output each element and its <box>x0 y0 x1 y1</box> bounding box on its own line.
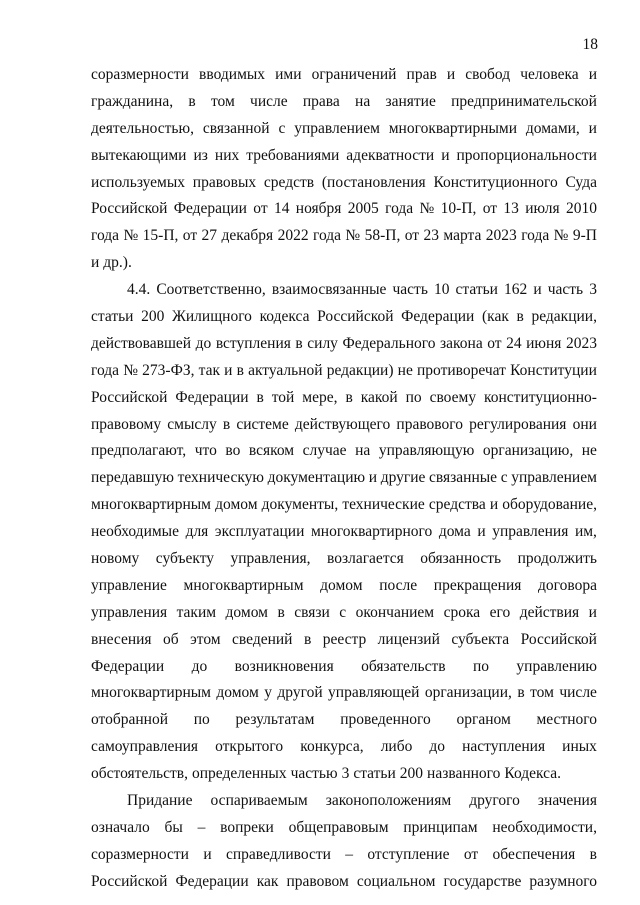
word: в <box>516 308 524 326</box>
word: средства <box>428 496 486 514</box>
word: действовавшей <box>91 334 192 352</box>
word: Соответственно, <box>156 281 266 299</box>
word: июля <box>525 200 560 218</box>
word: другой <box>277 684 323 702</box>
word: мере, <box>302 388 338 406</box>
word: в <box>345 388 353 406</box>
word: марта <box>443 227 482 245</box>
word: 3 <box>589 281 597 299</box>
word: связанные <box>429 469 498 487</box>
word: проведенного <box>340 711 431 729</box>
word: правового <box>396 415 463 433</box>
word: конкурса, <box>300 738 364 756</box>
word: регулирования <box>469 415 567 433</box>
text-line <box>91 869 597 896</box>
word: по <box>405 388 422 406</box>
word: предполагают, <box>91 442 187 460</box>
word: многоквартирным <box>91 496 211 514</box>
text-line <box>91 304 597 331</box>
word: организацию, <box>482 442 574 460</box>
word: Российской <box>91 200 168 218</box>
word: Придание <box>127 792 193 810</box>
text-line <box>91 680 597 707</box>
word: в <box>589 845 597 863</box>
word: в <box>256 388 264 406</box>
word: по <box>193 711 210 729</box>
word: противоречат <box>417 361 506 379</box>
word: смыслу <box>167 415 217 433</box>
text-line <box>91 627 597 654</box>
word: числе <box>250 92 288 110</box>
word: принципам <box>403 818 478 836</box>
word: требованиями <box>246 146 340 164</box>
word: Российской <box>91 872 168 890</box>
word: субъекта <box>451 630 510 648</box>
word: своему <box>429 388 477 406</box>
word: в <box>517 684 525 702</box>
word: и <box>368 469 378 487</box>
text-line <box>91 842 597 869</box>
word: правовом <box>286 872 349 890</box>
word: связанной <box>202 119 270 137</box>
word: Конституции <box>510 361 597 379</box>
word: оспариваемым <box>210 792 308 810</box>
word: 58-П, <box>364 227 401 245</box>
word: и <box>91 254 100 272</box>
word: что <box>194 442 217 460</box>
word: после <box>379 576 418 594</box>
word: и <box>588 119 597 137</box>
word: срока <box>443 603 481 621</box>
word: необходимости, <box>492 818 597 836</box>
text-line <box>91 143 597 170</box>
word: бы <box>164 818 183 836</box>
word: декабря <box>221 227 274 245</box>
word: и <box>224 361 233 379</box>
word: года <box>91 361 120 379</box>
word: и <box>203 845 212 863</box>
word: Федерации <box>173 200 247 218</box>
word: вступления <box>215 334 291 352</box>
word: вытекающими <box>91 146 187 164</box>
word: статьи <box>91 308 134 326</box>
word: из <box>193 146 208 164</box>
word: результатам <box>235 711 315 729</box>
word: управления, <box>230 550 311 568</box>
word: реестр <box>322 630 367 648</box>
text-line <box>91 331 597 358</box>
text-line <box>91 519 597 546</box>
text-line <box>91 734 597 761</box>
word: управляющей <box>328 684 420 702</box>
word: до <box>195 334 212 352</box>
word: технические <box>342 496 425 514</box>
word: новому <box>91 550 140 568</box>
word: управления <box>492 523 569 541</box>
word: до <box>429 738 446 756</box>
word: органом <box>456 711 511 729</box>
text-line <box>91 573 597 600</box>
word: том <box>530 684 554 702</box>
word: управлению <box>516 657 597 675</box>
word: управляющую <box>378 442 475 460</box>
word: либо <box>380 738 413 756</box>
word: продолжить <box>517 550 597 568</box>
word: прекращения <box>433 576 522 594</box>
word: и <box>588 603 597 621</box>
word: от <box>253 200 268 218</box>
word: года <box>312 227 342 245</box>
word: и <box>489 496 499 514</box>
text-line <box>91 438 597 465</box>
word: действия <box>519 603 580 621</box>
word: обстоятельств, <box>91 765 188 783</box>
word: управлением <box>294 119 380 137</box>
word: возлагается <box>327 550 404 568</box>
word: в <box>188 92 196 110</box>
word: они <box>572 415 597 433</box>
word: 10 <box>433 281 450 299</box>
word: по <box>472 657 490 675</box>
word: обязательств <box>361 657 446 675</box>
text-line <box>91 465 597 492</box>
word: многоквартирными <box>388 119 518 137</box>
word: № <box>123 227 139 245</box>
word: многоквартирного <box>310 523 433 541</box>
word: вводимых <box>199 66 266 83</box>
word: конституционно- <box>484 388 597 406</box>
word: года <box>91 227 120 245</box>
word: разумного <box>529 872 597 890</box>
word: другого <box>469 792 520 810</box>
word: договора <box>538 576 597 594</box>
word: в <box>236 361 244 379</box>
word: управлением <box>511 469 597 487</box>
word: человека <box>520 66 579 83</box>
word: редакции, <box>531 308 597 326</box>
word: 200 <box>141 308 165 326</box>
text-line <box>91 546 597 573</box>
word: как <box>256 872 279 890</box>
word: 3 <box>341 765 350 783</box>
word: сведений <box>232 630 293 648</box>
word: домом <box>320 576 363 594</box>
word: 273-ФЗ, <box>142 361 195 379</box>
word: домом <box>216 684 259 702</box>
word: справедливости <box>226 845 331 863</box>
word: Российской <box>520 630 597 648</box>
word: случае <box>302 442 347 460</box>
text-line <box>91 385 597 412</box>
word: используемых <box>91 173 186 191</box>
word: 200 <box>399 765 424 783</box>
word: местного <box>536 711 597 729</box>
word: окончанием <box>355 603 435 621</box>
word: Конституционного <box>433 173 558 191</box>
word: в <box>222 415 231 433</box>
word: той <box>271 388 295 406</box>
word: часть <box>547 281 584 299</box>
word: правовому <box>91 415 162 433</box>
word: субъекту <box>155 550 215 568</box>
word: средств <box>263 173 315 191</box>
word: (как <box>481 308 509 326</box>
word: прав <box>406 66 437 83</box>
word: и <box>441 146 450 164</box>
word: 2023 <box>485 227 517 245</box>
word: 2005 <box>347 200 379 218</box>
word: адекватности <box>346 146 435 164</box>
word: ограничений <box>311 66 397 83</box>
word: общеправовым <box>288 818 389 836</box>
text-line <box>91 600 597 627</box>
word: деятельностью, <box>91 119 194 137</box>
word: в <box>295 334 303 352</box>
word: во <box>225 442 241 460</box>
word: Жилищного <box>172 308 252 326</box>
word: ноября <box>295 200 342 218</box>
word: кодекса <box>259 308 310 326</box>
word: отступление <box>367 845 450 863</box>
word: 9-П <box>572 227 597 245</box>
word: обязанность <box>420 550 502 568</box>
word: права <box>302 92 340 110</box>
word: (постановления <box>321 173 426 191</box>
word: определенных <box>191 765 287 783</box>
word: соразмерности <box>91 66 189 83</box>
word: 10-П, <box>440 200 477 218</box>
word: часть <box>392 281 428 299</box>
word: редакции) <box>326 361 394 379</box>
word: июня <box>526 334 562 352</box>
word: числе <box>559 684 597 702</box>
word: лицензий <box>377 630 440 648</box>
word: закона <box>440 334 483 352</box>
word: в <box>277 603 285 621</box>
word: ими <box>275 66 302 83</box>
word: многоквартирным <box>91 684 211 702</box>
word: том <box>210 92 235 110</box>
word: 2023 <box>565 334 597 352</box>
word: необходимые <box>91 523 179 541</box>
text-line <box>91 196 597 223</box>
text-line <box>91 62 597 89</box>
word: на <box>355 442 371 460</box>
word: возникновения <box>234 657 334 675</box>
word: иных <box>562 738 597 756</box>
word: 2010 <box>565 200 597 218</box>
text-line <box>91 223 597 250</box>
word: 15-П, <box>142 227 179 245</box>
text-line <box>91 815 597 842</box>
word: до <box>191 657 208 675</box>
word: у <box>264 684 272 702</box>
word: Федерации <box>401 308 475 326</box>
word: свобод <box>465 66 511 83</box>
text-line <box>91 492 597 519</box>
word: и <box>533 281 542 299</box>
word: года <box>385 200 414 218</box>
word: 23 <box>423 227 439 245</box>
word: другие <box>380 469 426 487</box>
word: от <box>482 200 498 218</box>
word: др.). <box>103 254 132 272</box>
word: всяком <box>248 442 295 460</box>
word: в <box>303 630 312 648</box>
word: от <box>463 845 479 863</box>
word: и <box>477 523 486 541</box>
word: таким <box>176 603 217 621</box>
word: названного <box>427 765 501 783</box>
word: наступления <box>462 738 546 756</box>
word: этом <box>190 630 221 648</box>
word: не <box>581 442 597 460</box>
word: техническую <box>177 469 264 487</box>
text-line <box>91 654 597 681</box>
word: занятие <box>385 92 436 110</box>
word: домом <box>215 496 258 514</box>
word: не <box>397 361 413 379</box>
word: Федерации <box>175 388 249 406</box>
word: системе <box>236 415 289 433</box>
word: 2022 <box>277 227 309 245</box>
word: от <box>487 334 502 352</box>
word: им, <box>574 523 597 541</box>
word: Кодекса. <box>504 765 562 783</box>
word: частью <box>290 765 338 783</box>
word: предпринимательской <box>451 92 597 110</box>
word: статьи <box>353 765 396 783</box>
word: статьи <box>455 281 498 299</box>
word: значения <box>537 792 597 810</box>
word: связи <box>294 603 330 621</box>
text-line <box>91 170 597 197</box>
word: действующего <box>294 415 391 433</box>
word: об <box>163 630 179 648</box>
word: организации, <box>424 684 512 702</box>
word: актуальной <box>248 361 323 379</box>
word: – <box>345 845 354 863</box>
word: дома <box>438 523 471 541</box>
text-line <box>91 788 597 815</box>
word: Федерации <box>175 872 249 890</box>
word: № <box>419 200 435 218</box>
word: Федерации <box>91 657 165 675</box>
word: силу <box>307 334 338 352</box>
word: для <box>185 523 209 541</box>
word: передавшую <box>91 469 174 487</box>
word: года <box>521 227 550 245</box>
word: его <box>489 603 511 621</box>
word: соразмерности <box>91 845 189 863</box>
word: внесения <box>91 630 152 648</box>
word: Российской <box>317 308 394 326</box>
word: № <box>123 361 138 379</box>
text-line <box>91 761 597 788</box>
word: 13 <box>503 200 519 218</box>
word: 162 <box>504 281 528 299</box>
word: социальном <box>356 872 436 890</box>
word: означало <box>91 818 150 836</box>
word: с <box>500 469 508 487</box>
word: 4.4. <box>127 281 151 299</box>
word: 24 <box>506 334 522 352</box>
word: от <box>404 227 420 245</box>
word: взаимосвязанные <box>271 281 387 299</box>
word: Российской <box>91 388 168 406</box>
word: гражданина, <box>91 92 174 110</box>
word: 27 <box>201 227 218 245</box>
word: управление <box>91 576 167 594</box>
word: и <box>446 66 456 83</box>
word: домом <box>225 603 268 621</box>
word: – <box>197 818 206 836</box>
word: законоположениям <box>325 792 452 810</box>
word: домами, <box>525 119 580 137</box>
word: 14 <box>273 200 290 218</box>
page-number: 18 <box>582 36 598 53</box>
word: самоуправления <box>91 738 199 756</box>
word: № <box>553 227 569 245</box>
text-line <box>91 116 597 143</box>
word: пропорциональности <box>456 146 597 164</box>
word: с <box>278 119 286 137</box>
word: Федерального <box>342 334 436 352</box>
word: какой <box>360 388 398 406</box>
word: отобранной <box>91 711 169 729</box>
text-line <box>91 358 597 385</box>
word: документацию <box>267 469 366 487</box>
word: государстве <box>443 872 522 890</box>
text-line <box>91 277 597 304</box>
word: документы, <box>261 496 339 514</box>
word: обеспечения <box>492 845 576 863</box>
word: правовых <box>192 173 257 191</box>
body-text <box>91 62 597 896</box>
word: эксплуатации <box>214 523 305 541</box>
text-line <box>91 707 597 734</box>
word: вопреки <box>220 818 274 836</box>
word: управления <box>91 603 168 621</box>
text-line <box>91 89 597 116</box>
word: Суда <box>565 173 597 191</box>
word: открытого <box>215 738 284 756</box>
word: и <box>588 66 597 83</box>
word: так <box>198 361 220 379</box>
word: оборудование, <box>502 496 597 514</box>
text-line <box>91 412 597 439</box>
word: на <box>355 92 371 110</box>
word: них <box>214 146 240 164</box>
word: от <box>182 227 198 245</box>
text-line <box>91 250 597 277</box>
word: многоквартирным <box>183 576 304 594</box>
word: с <box>339 603 347 621</box>
word: № <box>345 227 361 245</box>
